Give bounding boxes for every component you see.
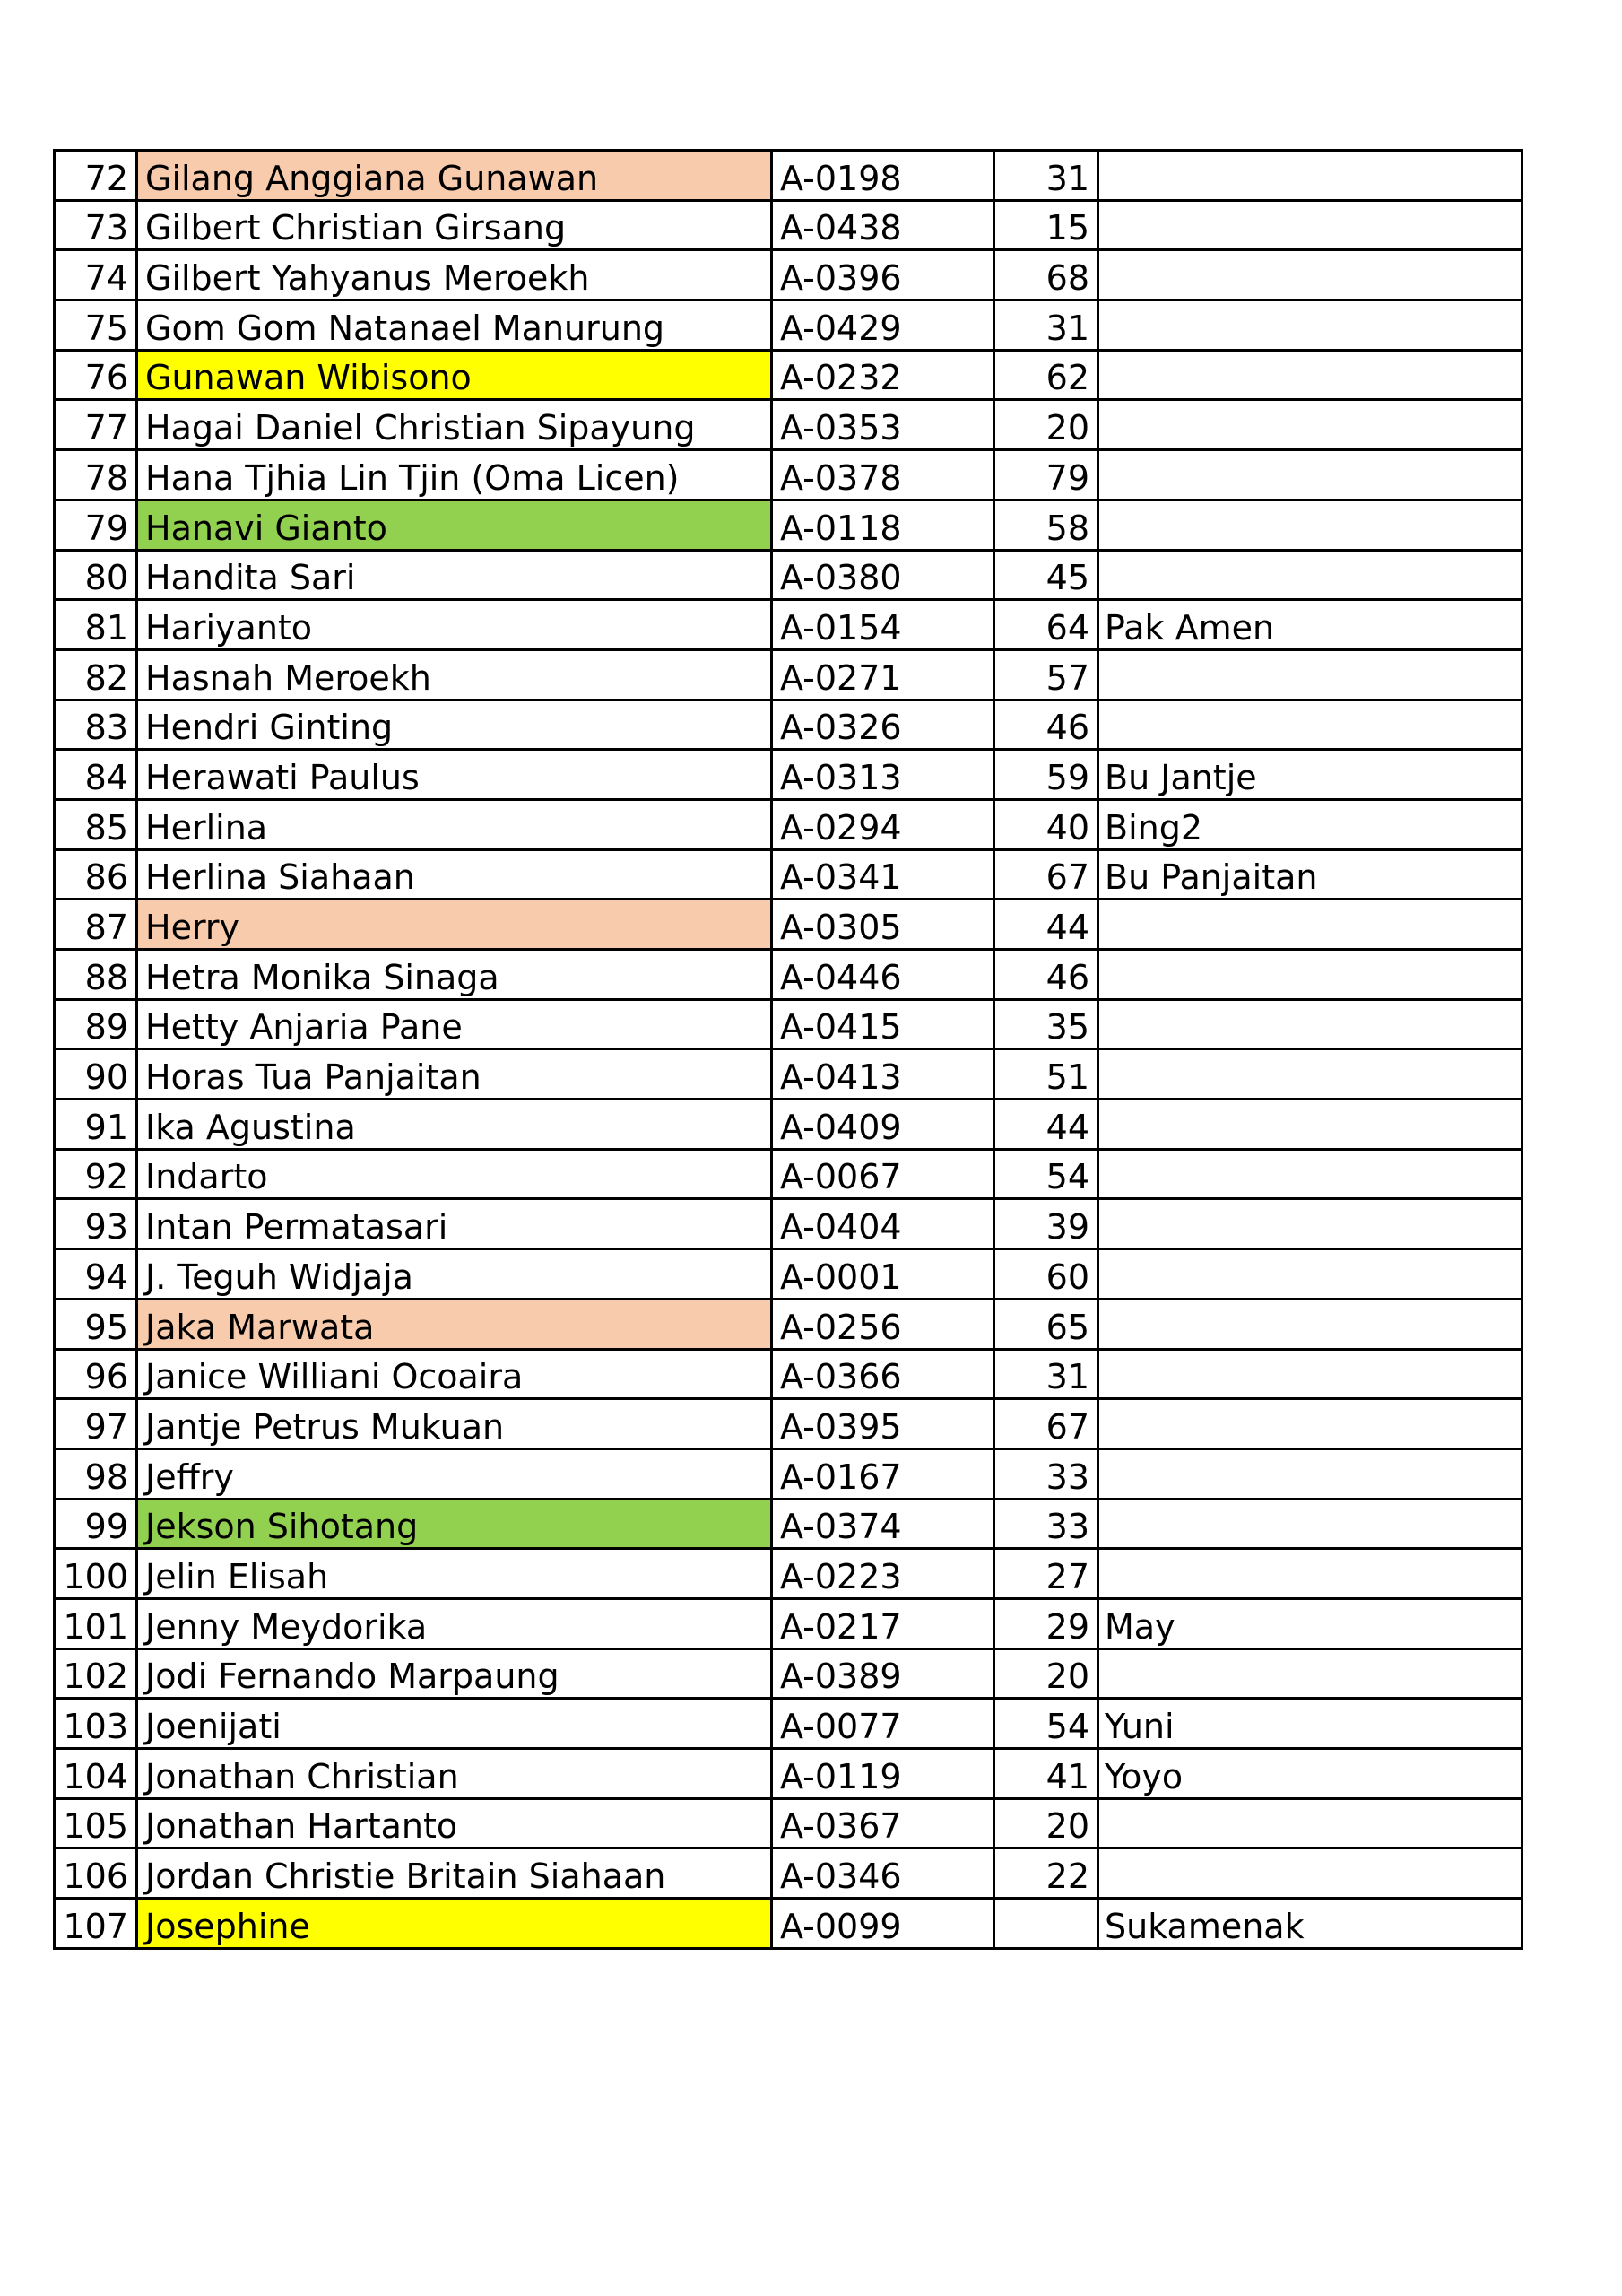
note-cell [1098, 200, 1522, 250]
member-id-cell: A-0271 [772, 649, 994, 700]
age-cell: 33 [994, 1499, 1098, 1549]
row-number-cell: 90 [55, 1049, 137, 1100]
age-cell: 22 [994, 1848, 1098, 1899]
note-cell: Yoyo [1098, 1749, 1522, 1799]
member-id-cell: A-0438 [772, 200, 994, 250]
name-cell: Gilang Anggiana Gunawan [137, 151, 772, 201]
note-cell [1098, 250, 1522, 300]
name-cell: Hasnah Meroekh [137, 649, 772, 700]
table-row [55, 750, 1522, 800]
table-row [55, 1499, 1522, 1549]
age-cell: 59 [994, 750, 1098, 800]
note-cell [1098, 1349, 1522, 1399]
table-row [55, 250, 1522, 300]
name-cell: Hetty Anjaria Pane [137, 999, 772, 1049]
name-cell: Joenijati [137, 1699, 772, 1749]
member-id-cell: A-0380 [772, 550, 994, 600]
row-number-cell: 97 [55, 1399, 137, 1449]
name-cell: Herawati Paulus [137, 750, 772, 800]
note-cell [1098, 1399, 1522, 1449]
row-number-cell: 83 [55, 700, 137, 750]
table-row [55, 1349, 1522, 1399]
row-number-cell: 72 [55, 151, 137, 201]
note-cell: Bu Panjaitan [1098, 849, 1522, 900]
name-cell: Jekson Sihotang [137, 1499, 772, 1549]
age-cell: 58 [994, 500, 1098, 550]
row-number-cell: 78 [55, 450, 137, 500]
age-cell: 68 [994, 250, 1098, 300]
age-cell: 62 [994, 350, 1098, 400]
table-row [55, 649, 1522, 700]
age-cell: 40 [994, 799, 1098, 849]
note-cell [1098, 1100, 1522, 1150]
member-id-cell: A-0001 [772, 1249, 994, 1300]
age-cell: 15 [994, 200, 1098, 250]
table-row [55, 1798, 1522, 1848]
age-cell: 51 [994, 1049, 1098, 1100]
table-row [55, 1149, 1522, 1199]
name-cell: Handita Sari [137, 550, 772, 600]
member-table [53, 149, 1523, 1950]
row-number-cell: 82 [55, 649, 137, 700]
member-id-cell: A-0409 [772, 1100, 994, 1150]
name-cell: Herry [137, 900, 772, 950]
table-row [55, 1448, 1522, 1499]
row-number-cell: 96 [55, 1349, 137, 1399]
age-cell: 60 [994, 1249, 1098, 1300]
name-cell: Gilbert Christian Girsang [137, 200, 772, 250]
member-id-cell: A-0326 [772, 700, 994, 750]
table-row [55, 1648, 1522, 1699]
age-cell: 65 [994, 1299, 1098, 1349]
age-cell: 46 [994, 700, 1098, 750]
name-cell: Herlina Siahaan [137, 849, 772, 900]
note-cell [1098, 1798, 1522, 1848]
name-cell: Gom Gom Natanael Manurung [137, 300, 772, 351]
note-cell [1098, 1049, 1522, 1100]
table-row [55, 200, 1522, 250]
member-id-cell: A-0198 [772, 151, 994, 201]
age-cell: 79 [994, 450, 1098, 500]
age-cell: 41 [994, 1749, 1098, 1799]
table-row [55, 1100, 1522, 1150]
note-cell: Bu Jantje [1098, 750, 1522, 800]
age-cell: 45 [994, 550, 1098, 600]
note-cell [1098, 1199, 1522, 1249]
age-cell: 20 [994, 1798, 1098, 1848]
note-cell [1098, 1549, 1522, 1599]
row-number-cell: 76 [55, 350, 137, 400]
row-number-cell: 75 [55, 300, 137, 351]
row-number-cell: 86 [55, 849, 137, 900]
name-cell: Gunawan Wibisono [137, 350, 772, 400]
name-cell: Ika Agustina [137, 1100, 772, 1150]
row-number-cell: 74 [55, 250, 137, 300]
name-cell: Josephine [137, 1899, 772, 1949]
note-cell [1098, 700, 1522, 750]
member-id-cell: A-0294 [772, 799, 994, 849]
name-cell: Indarto [137, 1149, 772, 1199]
member-id-cell: A-0378 [772, 450, 994, 500]
name-cell: Jantje Petrus Mukuan [137, 1399, 772, 1449]
row-number-cell: 104 [55, 1749, 137, 1799]
table-row [55, 1848, 1522, 1899]
note-cell [1098, 999, 1522, 1049]
member-id-cell: A-0119 [772, 1749, 994, 1799]
age-cell: 33 [994, 1448, 1098, 1499]
age-cell: 46 [994, 950, 1098, 1000]
member-id-cell: A-0367 [772, 1798, 994, 1848]
table-row [55, 151, 1522, 201]
note-cell [1098, 300, 1522, 351]
row-number-cell: 93 [55, 1199, 137, 1249]
table-row [55, 950, 1522, 1000]
member-id-cell: A-0099 [772, 1899, 994, 1949]
name-cell: Jordan Christie Britain Siahaan [137, 1848, 772, 1899]
table-row [55, 1699, 1522, 1749]
name-cell: Hetra Monika Sinaga [137, 950, 772, 1000]
age-cell: 67 [994, 1399, 1098, 1449]
table-row [55, 550, 1522, 600]
table-row [55, 1299, 1522, 1349]
row-number-cell: 100 [55, 1549, 137, 1599]
member-id-cell: A-0429 [772, 300, 994, 351]
table-row [55, 300, 1522, 351]
member-id-cell: A-0305 [772, 900, 994, 950]
table-row [55, 1199, 1522, 1249]
member-id-cell: A-0232 [772, 350, 994, 400]
row-number-cell: 106 [55, 1848, 137, 1899]
table-row [55, 400, 1522, 450]
age-cell: 54 [994, 1149, 1098, 1199]
name-cell: Hana Tjhia Lin Tjin (Oma Licen) [137, 450, 772, 500]
member-id-cell: A-0353 [772, 400, 994, 450]
name-cell: Herlina [137, 799, 772, 849]
member-id-cell: A-0374 [772, 1499, 994, 1549]
name-cell: Hanavi Gianto [137, 500, 772, 550]
row-number-cell: 81 [55, 600, 137, 650]
age-cell: 27 [994, 1549, 1098, 1599]
age-cell: 44 [994, 900, 1098, 950]
member-id-cell: A-0313 [772, 750, 994, 800]
age-cell: 54 [994, 1699, 1098, 1749]
member-id-cell: A-0415 [772, 999, 994, 1049]
note-cell [1098, 649, 1522, 700]
name-cell: Hagai Daniel Christian Sipayung [137, 400, 772, 450]
table-row [55, 1749, 1522, 1799]
row-number-cell: 73 [55, 200, 137, 250]
row-number-cell: 80 [55, 550, 137, 600]
member-id-cell: A-0217 [772, 1598, 994, 1648]
member-id-cell: A-0346 [772, 1848, 994, 1899]
row-number-cell: 79 [55, 500, 137, 550]
member-id-cell: A-0446 [772, 950, 994, 1000]
member-id-cell: A-0256 [772, 1299, 994, 1349]
row-number-cell: 84 [55, 750, 137, 800]
note-cell [1098, 450, 1522, 500]
row-number-cell: 92 [55, 1149, 137, 1199]
row-number-cell: 99 [55, 1499, 137, 1549]
member-id-cell: A-0413 [772, 1049, 994, 1100]
age-cell: 64 [994, 600, 1098, 650]
table-row [55, 900, 1522, 950]
note-cell [1098, 950, 1522, 1000]
age-cell: 31 [994, 1349, 1098, 1399]
name-cell: Horas Tua Panjaitan [137, 1049, 772, 1100]
row-number-cell: 101 [55, 1598, 137, 1648]
member-id-cell: A-0389 [772, 1648, 994, 1699]
table-row [55, 1899, 1522, 1949]
row-number-cell: 89 [55, 999, 137, 1049]
table-row [55, 799, 1522, 849]
age-cell [994, 1899, 1098, 1949]
name-cell: Jelin Elisah [137, 1549, 772, 1599]
note-cell [1098, 1448, 1522, 1499]
table-row [55, 999, 1522, 1049]
member-id-cell: A-0395 [772, 1399, 994, 1449]
age-cell: 39 [994, 1199, 1098, 1249]
name-cell: Janice Williani Ocoaira [137, 1349, 772, 1399]
table-row [55, 1249, 1522, 1300]
table-row [55, 350, 1522, 400]
name-cell: Jaka Marwata [137, 1299, 772, 1349]
row-number-cell: 105 [55, 1798, 137, 1848]
table-row [55, 849, 1522, 900]
note-cell [1098, 1848, 1522, 1899]
name-cell: Gilbert Yahyanus Meroekh [137, 250, 772, 300]
name-cell: Hariyanto [137, 600, 772, 650]
table-row [55, 1049, 1522, 1100]
table-row [55, 1598, 1522, 1648]
row-number-cell: 91 [55, 1100, 137, 1150]
note-cell [1098, 500, 1522, 550]
note-cell [1098, 550, 1522, 600]
note-cell [1098, 400, 1522, 450]
note-cell [1098, 1149, 1522, 1199]
member-id-cell: A-0366 [772, 1349, 994, 1399]
row-number-cell: 88 [55, 950, 137, 1000]
name-cell: J. Teguh Widjaja [137, 1249, 772, 1300]
member-id-cell: A-0077 [772, 1699, 994, 1749]
member-id-cell: A-0223 [772, 1549, 994, 1599]
note-cell [1098, 1648, 1522, 1699]
row-number-cell: 102 [55, 1648, 137, 1699]
name-cell: Jonathan Hartanto [137, 1798, 772, 1848]
age-cell: 57 [994, 649, 1098, 700]
note-cell: Yuni [1098, 1699, 1522, 1749]
name-cell: Jeffry [137, 1448, 772, 1499]
note-cell: Pak Amen [1098, 600, 1522, 650]
note-cell [1098, 1249, 1522, 1300]
age-cell: 31 [994, 151, 1098, 201]
age-cell: 35 [994, 999, 1098, 1049]
age-cell: 67 [994, 849, 1098, 900]
member-id-cell: A-0167 [772, 1448, 994, 1499]
row-number-cell: 95 [55, 1299, 137, 1349]
member-id-cell: A-0154 [772, 600, 994, 650]
name-cell: Hendri Ginting [137, 700, 772, 750]
table-row [55, 700, 1522, 750]
name-cell: Jenny Meydorika [137, 1598, 772, 1648]
age-cell: 44 [994, 1100, 1098, 1150]
row-number-cell: 85 [55, 799, 137, 849]
note-cell [1098, 1499, 1522, 1549]
age-cell: 31 [994, 300, 1098, 351]
member-id-cell: A-0341 [772, 849, 994, 900]
note-cell [1098, 1299, 1522, 1349]
row-number-cell: 107 [55, 1899, 137, 1949]
member-id-cell: A-0404 [772, 1199, 994, 1249]
table-row [55, 500, 1522, 550]
row-number-cell: 94 [55, 1249, 137, 1300]
note-cell: Bing2 [1098, 799, 1522, 849]
member-id-cell: A-0067 [772, 1149, 994, 1199]
note-cell: May [1098, 1598, 1522, 1648]
member-id-cell: A-0118 [772, 500, 994, 550]
note-cell [1098, 350, 1522, 400]
row-number-cell: 87 [55, 900, 137, 950]
member-id-cell: A-0396 [772, 250, 994, 300]
row-number-cell: 103 [55, 1699, 137, 1749]
name-cell: Jodi Fernando Marpaung [137, 1648, 772, 1699]
note-cell [1098, 900, 1522, 950]
row-number-cell: 98 [55, 1448, 137, 1499]
member-table-body [55, 151, 1522, 1949]
name-cell: Jonathan Christian [137, 1749, 772, 1799]
table-row [55, 450, 1522, 500]
table-row [55, 1549, 1522, 1599]
note-cell: Sukamenak [1098, 1899, 1522, 1949]
age-cell: 20 [994, 400, 1098, 450]
table-row [55, 1399, 1522, 1449]
name-cell: Intan Permatasari [137, 1199, 772, 1249]
age-cell: 29 [994, 1598, 1098, 1648]
age-cell: 20 [994, 1648, 1098, 1699]
table-row [55, 600, 1522, 650]
row-number-cell: 77 [55, 400, 137, 450]
note-cell [1098, 151, 1522, 201]
